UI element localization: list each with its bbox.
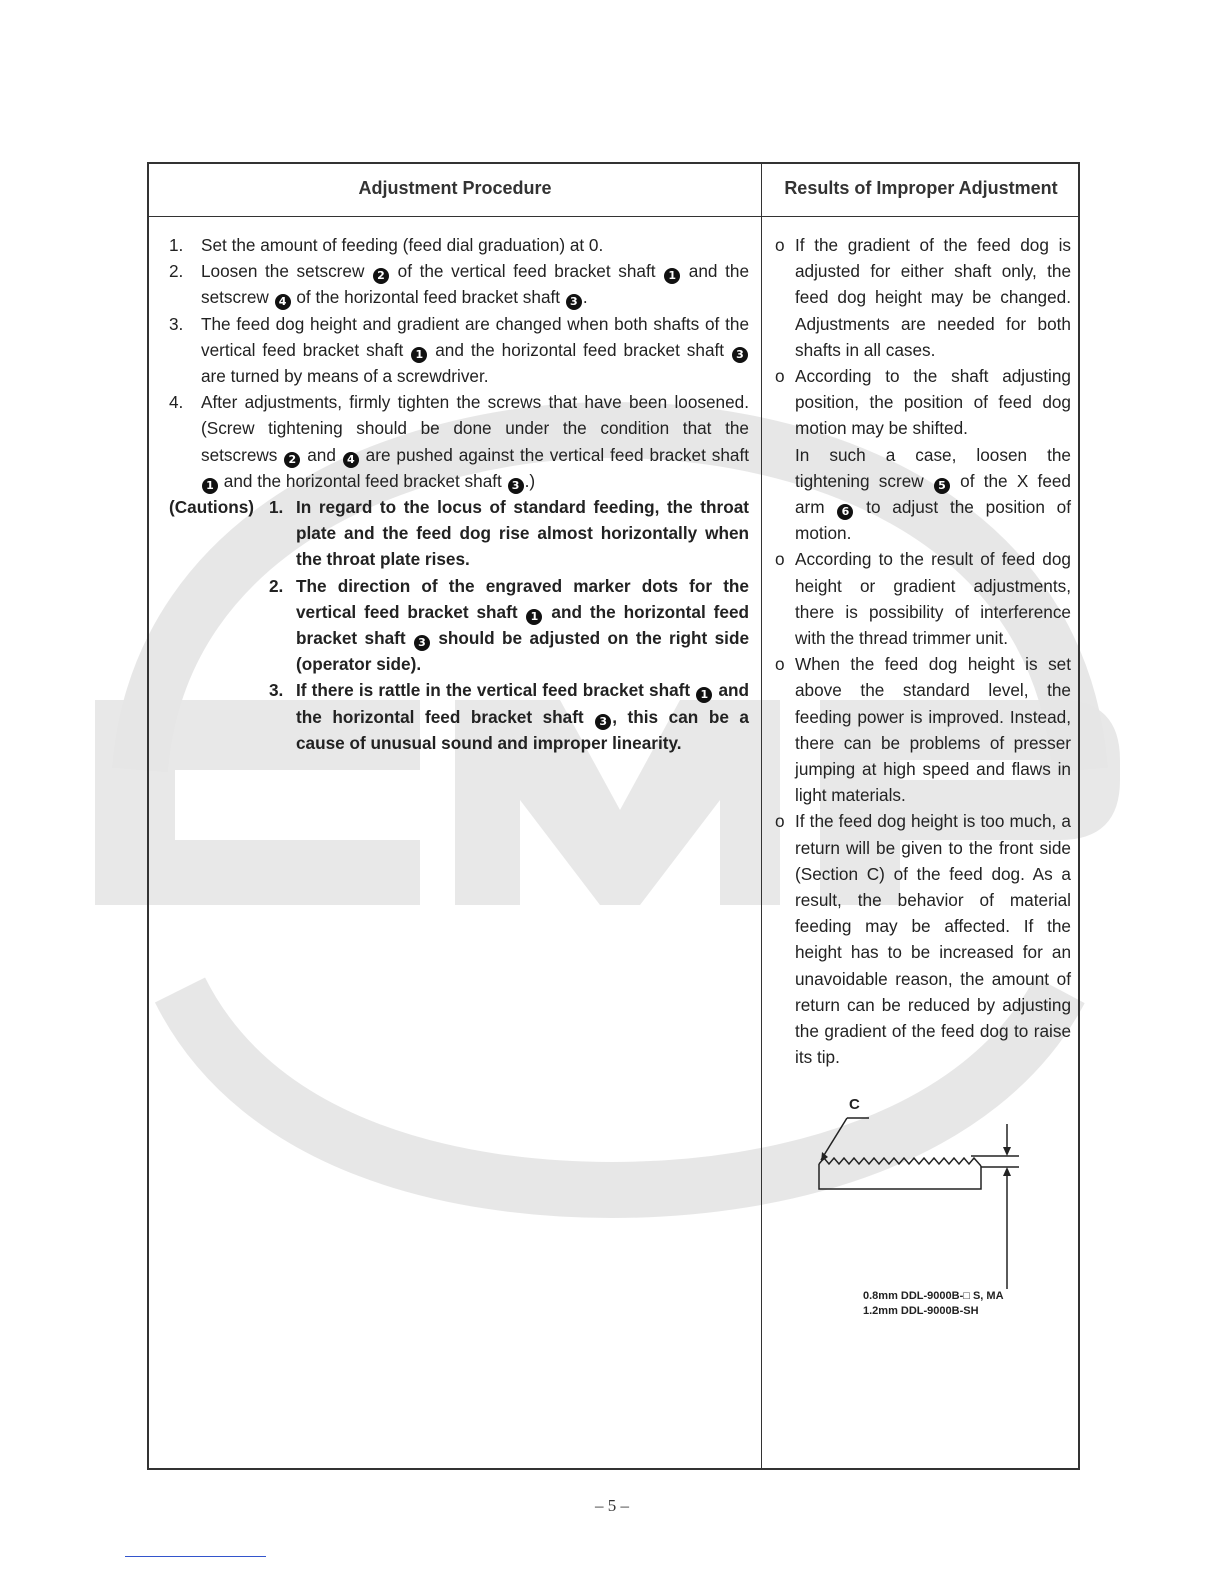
footer-link-line [125, 1556, 266, 1557]
header-results-improper: Results of Improper Adjustment [784, 178, 1058, 198]
section-c-label: C [849, 1096, 860, 1113]
bullet: o [775, 654, 785, 675]
marker-3-icon: 3 [732, 347, 748, 363]
adjustment-table [147, 162, 1080, 1470]
result-text: When the feed dog height is set above the standard level, the feeding power is improved. Instead, there can be problems of presser jumping at high speed and flaws in light materials. [795, 654, 1071, 806]
marker-5-icon: 5 [934, 478, 950, 494]
bullet: o [775, 366, 785, 387]
result-item [775, 232, 1071, 363]
caution-text: and the horizontal feed bracket shaft [296, 680, 749, 727]
marker-2-icon: 2 [373, 268, 389, 284]
marker-2-icon: 2 [284, 452, 300, 468]
bullet: o [775, 235, 785, 255]
step-text: are pushed against the vertical feed bracket shaft [359, 444, 750, 465]
cautions-label: (Cautions) [169, 497, 254, 518]
caution-text: and the horizontal feed bracket shaft [296, 601, 749, 649]
step-number: 4. [169, 392, 184, 413]
result-item [775, 546, 1071, 651]
step-text: and the horizontal feed bracket shaft [428, 339, 731, 360]
bullet: o [775, 549, 785, 570]
step-number: 3. [169, 313, 184, 334]
step-text: Loosen the setscrew [201, 261, 372, 282]
step-text: Set the amount of feeding (feed dial graduation) at 0. [201, 235, 604, 255]
result-text: According to the shaft adjusting position, the position of feed dog motion may be shifted. [795, 366, 1071, 439]
step-text: The feed dog height and gradient are changed when both shafts of the vertical feed bracket shaft [201, 313, 749, 360]
step-text: .) [524, 470, 536, 491]
spec-line-1: 0.8mm DDL-9000B-□ S, MA [863, 1290, 1004, 1302]
caution-item [169, 494, 749, 573]
procedure-step [169, 232, 749, 258]
caution-text: should be adjusted on the right side (operator side). [296, 628, 750, 675]
step-text: of the vertical feed bracket shaft [390, 261, 664, 282]
result-text: If the feed dog height is too much, a return will be given to the front side (Section C) of the feed dog. As a result, the behavior of material feeding may be affected. If the height has to be increased for an unavoidable reason, the amount of return can be reduced by adjusting the gradient of the feed dog to raise its tip. [795, 811, 1071, 1068]
result-item [775, 808, 1071, 1070]
marker-1-icon: 1 [526, 609, 542, 625]
marker-3-icon: 3 [508, 478, 524, 494]
marker-4-icon: 4 [275, 294, 291, 310]
marker-1-icon: 1 [664, 268, 680, 284]
result-text: According to the result of feed dog height or gradient adjustments, there is possibility of interference with the thread trimmer unit. [795, 549, 1071, 649]
caution-text: , this can be a cause of unusual sound and improper linearity. [296, 706, 749, 753]
result-item [775, 651, 1071, 808]
caution-text: The direction of the engraved marker dots for the vertical feed bracket shaft [296, 575, 749, 622]
marker-1-icon: 1 [202, 478, 218, 494]
marker-1-icon: 1 [411, 347, 427, 363]
marker-3-icon: 3 [414, 635, 430, 651]
page-number: – 5 – [595, 1496, 629, 1515]
header-adjustment-procedure: Adjustment Procedure [358, 178, 552, 198]
result-text: of the X feed arm [795, 470, 1071, 518]
feed-dog-diagram [809, 1094, 1039, 1324]
marker-6-icon: 6 [837, 504, 853, 520]
caution-text: If there is rattle in the vertical feed bracket shaft [296, 680, 696, 701]
procedure-step [169, 258, 749, 310]
result-text: If the gradient of the feed dog is adjusted for either shaft only, the feed dog height may be changed. Adjustments are needed for both shafts in all cases. [795, 235, 1071, 360]
step-text: of the horizontal feed bracket shaft [291, 287, 565, 308]
procedure-step [169, 389, 749, 494]
result-text: In such a case, loosen the tightening screw [795, 444, 1071, 491]
caution-item [169, 677, 749, 756]
step-text: and [301, 444, 342, 465]
results-column [775, 232, 1071, 1071]
result-text: to adjust the position of motion. [795, 497, 1071, 544]
marker-4-icon: 4 [343, 452, 359, 468]
procedure-column [169, 232, 749, 756]
cautions-section [169, 494, 749, 756]
step-text: and the horizontal feed bracket shaft [219, 470, 507, 491]
spec-line-2: 1.2mm DDL-9000B-SH [863, 1305, 979, 1317]
caution-text: In regard to the locus of standard feeding, the throat plate and the feed dog rise almost horizontally when the throat plate rises. [296, 497, 749, 570]
marker-3-icon: 3 [595, 714, 611, 730]
caution-number: 3. [269, 680, 284, 701]
caution-number: 2. [269, 575, 284, 596]
marker-3-icon: 3 [566, 294, 582, 310]
marker-1-icon: 1 [696, 687, 712, 703]
step-text: . [582, 287, 588, 308]
procedure-step [169, 311, 749, 390]
header-divider [149, 216, 1078, 217]
caution-item [169, 573, 749, 678]
step-text: After adjustments, firmly tighten the screws that have been loosened. (Screw tightening should be done under the condition that the setscrews [201, 392, 749, 465]
step-text: and the setscrew [201, 261, 750, 308]
step-number: 2. [169, 261, 184, 282]
result-item [775, 363, 1071, 546]
step-number: 1. [169, 235, 184, 255]
caution-number: 1. [269, 497, 284, 518]
column-divider [761, 164, 762, 1468]
bullet: o [775, 811, 785, 832]
step-text: are turned by means of a screwdriver. [201, 366, 489, 387]
